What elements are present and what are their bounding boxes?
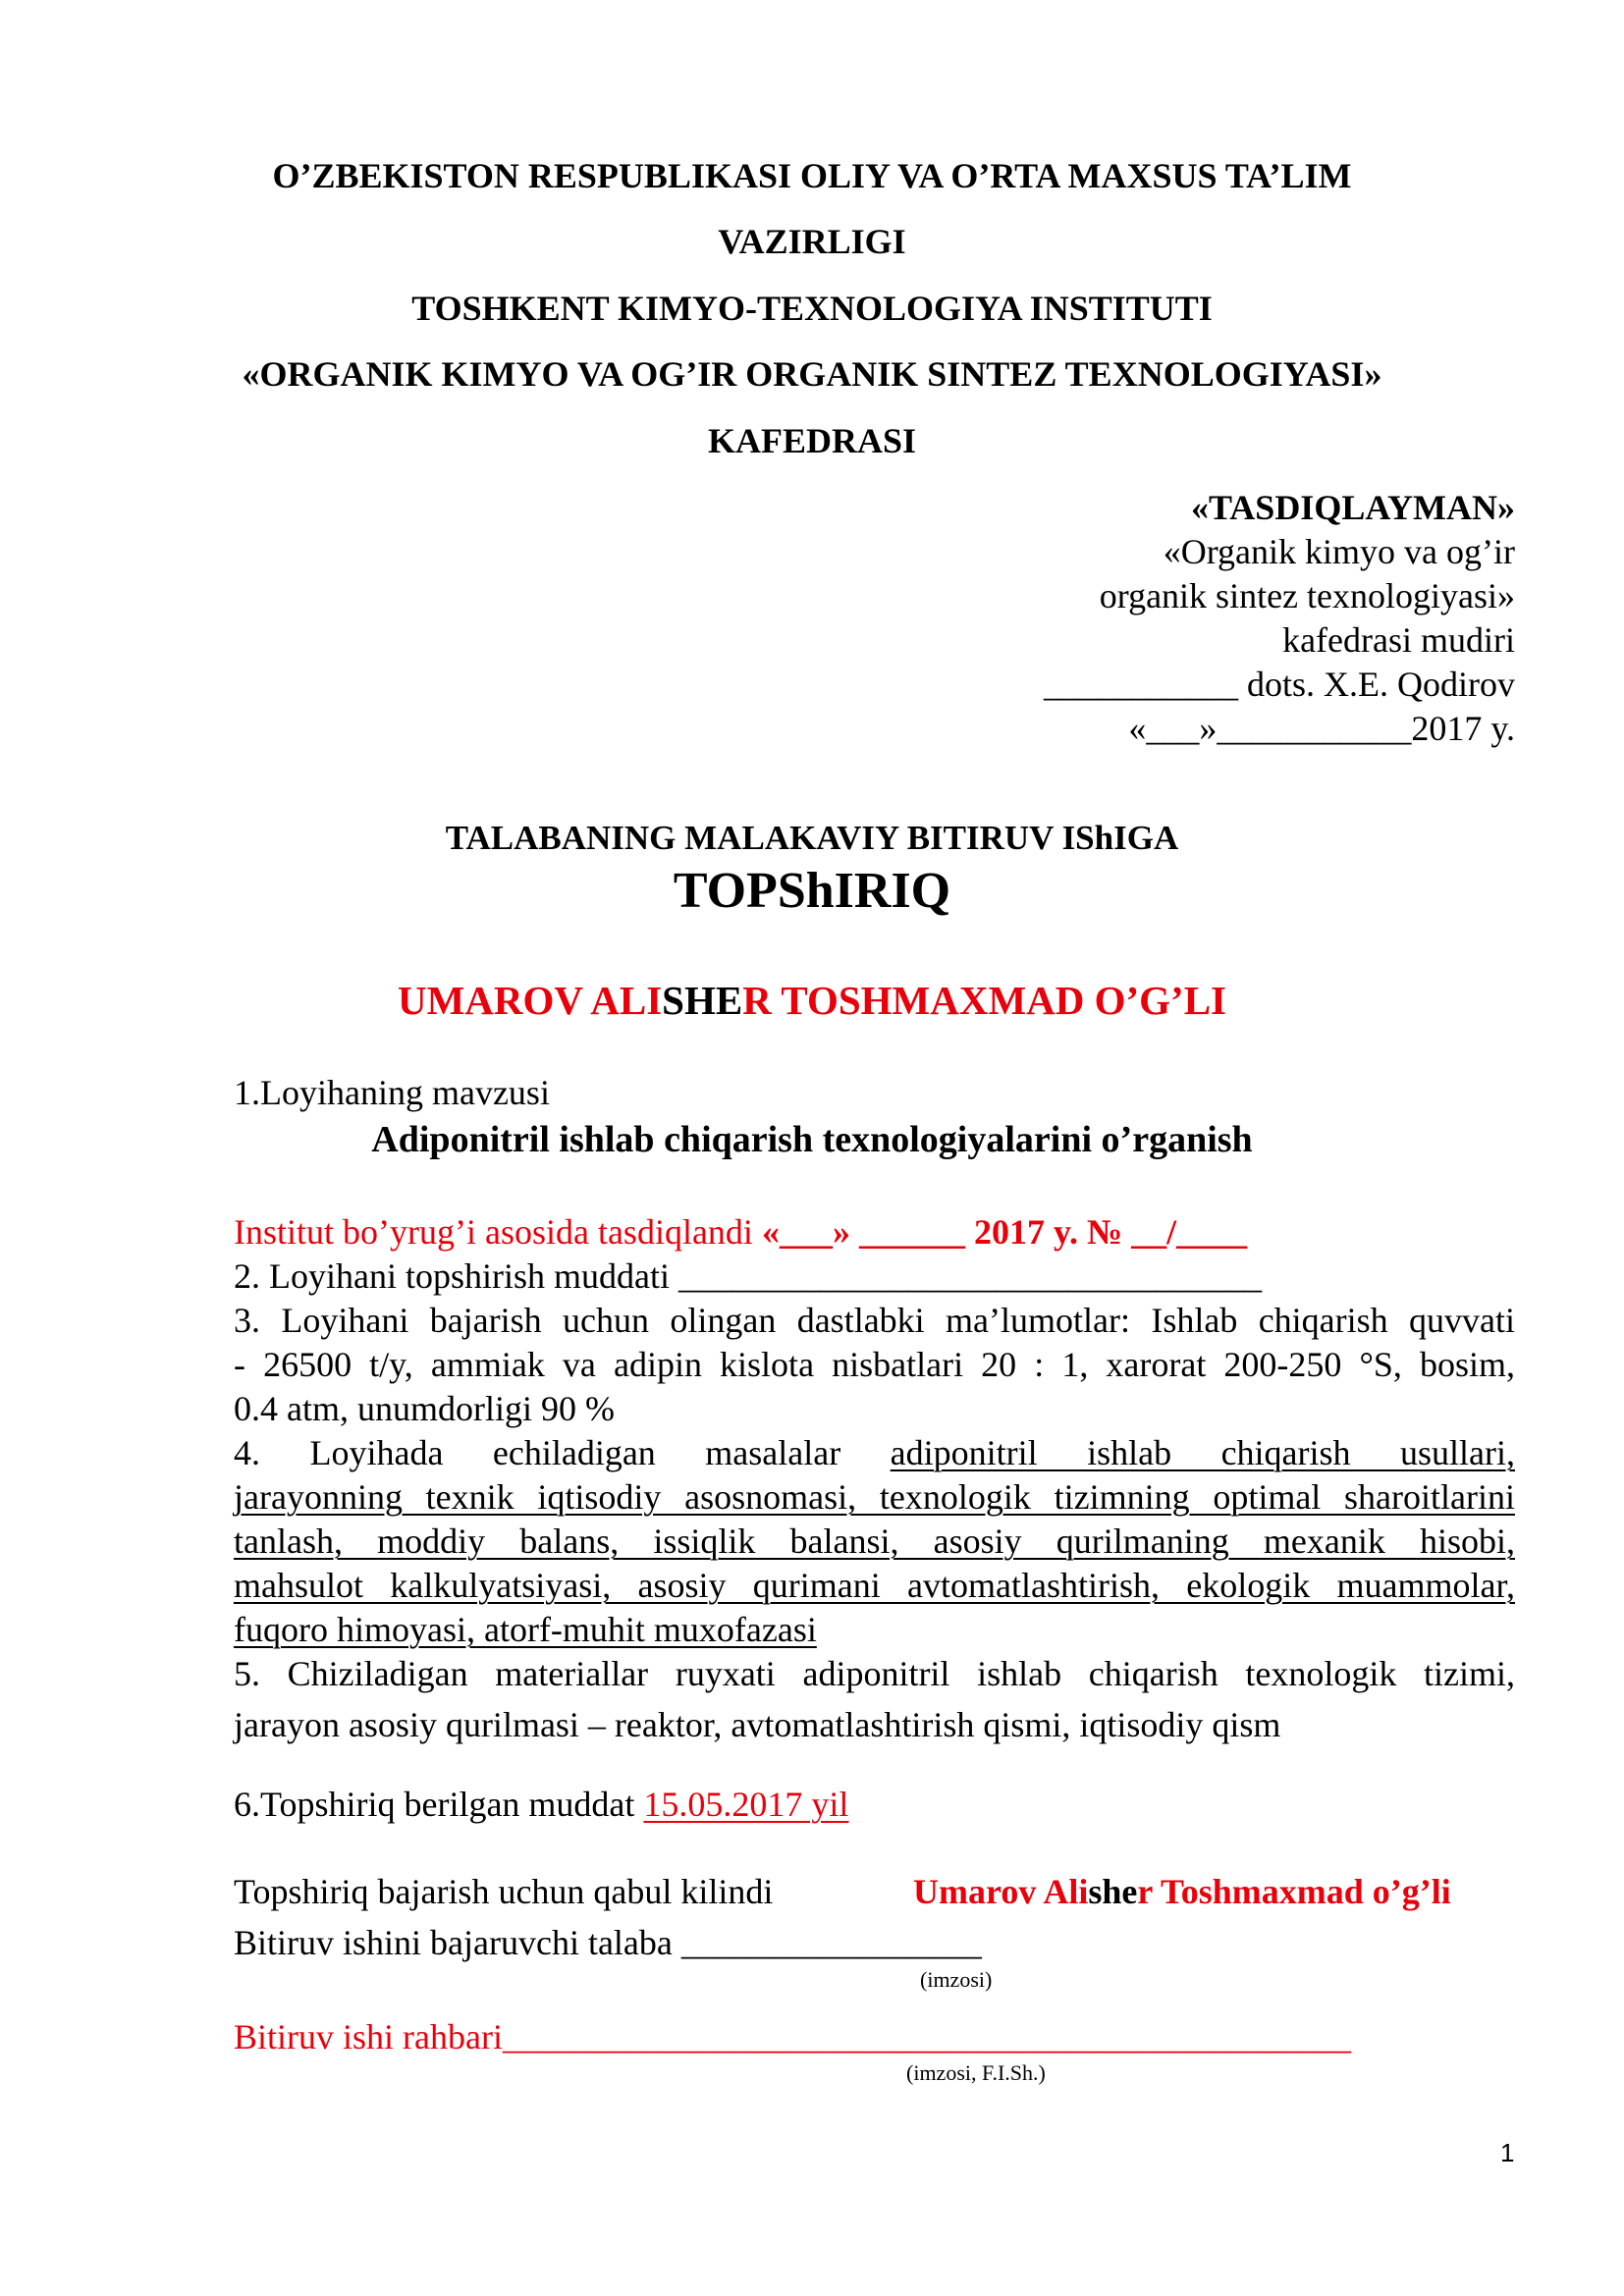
item5-line: jarayon asosiy qurilmasi – reaktor, avtomatlashtirish qismi, iqtisodiy qism <box>234 1705 1281 1744</box>
approval-date-line: «___»___________2017 y. <box>1128 709 1515 748</box>
acceptance-label: Topshiriq bajarish uchun qabul kilindi <box>234 1872 774 1911</box>
acceptance-name-part: she <box>1088 1872 1138 1911</box>
item4-tasks-line: fuqoro himoyasi, atorf-muhit muxofazasi <box>234 1610 817 1649</box>
ministry-title-cont: VAZIRLIGI <box>718 222 906 261</box>
supervisor-label: Bitiruv ishi rahbari <box>234 2017 503 2056</box>
student-signature-line: Bitiruv ishini bajaruvchi talaba _________________ <box>234 1923 982 1962</box>
acceptance-name-part: r Toshmaxmad o’g’li <box>1137 1872 1451 1911</box>
item1-label: 1.Loyihaning mavzusi <box>234 1073 550 1112</box>
item4-lead: 4. Loyihada echiladigan masalalar <box>234 1433 891 1472</box>
item3-line: 3. Loyihani bajarish uchun olingan dastlabki ma’lumotlar: Ishlab chiqarish quvvati <box>234 1301 1515 1340</box>
student-name <box>0 977 1624 1024</box>
acceptance-student-name <box>913 1871 1451 1912</box>
item4-tasks: adiponitril ishlab chiqarish usullari, <box>890 1433 1515 1472</box>
student-name-part: SHE <box>662 978 743 1023</box>
item2-deadline: 2. Loyihani topshirish muddati _________________________________ <box>234 1256 1262 1296</box>
institute-title: TOSHKENT KIMYO-TEXNOLOGIYA INSTITUTI <box>411 289 1213 328</box>
item6-line <box>234 1784 848 1825</box>
document-subtitle: TALABANING MALAKAVIY BITIRUV IShIGA <box>445 819 1179 857</box>
approval-signature-line: ___________ dots. X.E. Qodirov <box>1044 665 1515 704</box>
item4-tasks-line: tanlash, moddiy balans, issiqlik balansi, asosiy qurilmaning mexanik hisobi, <box>234 1522 1515 1561</box>
supervisor-line <box>234 2016 1351 2057</box>
item4-tasks-line: mahsulot kalkulyatsiyasi, asosiy qurimani avtomatlashtirish, ekologik muammolar, <box>234 1566 1515 1605</box>
approval-line: organik sintez texnologiyasi» <box>1099 576 1515 615</box>
project-topic: Adiponitril ishlab chiqarish texnologiyalarini o’rganish <box>371 1119 1253 1160</box>
item3-line: - 26500 t/y, ammiak va adipin kislota nisbatlari 20 : 1, xarorat 200-250 °S, bosim, <box>234 1345 1515 1384</box>
item4-line <box>234 1432 1515 1473</box>
department-title-cont: KAFEDRASI <box>707 421 917 460</box>
page-number: 1 <box>1500 2138 1515 2167</box>
item3-line: 0.4 atm, unumdorligi 90 % <box>234 1389 615 1428</box>
order-detail: «___» ______ 2017 y. № __/____ <box>761 1212 1248 1252</box>
student-signature-caption: (imzosi) <box>920 1967 993 1992</box>
student-name-part: UMAROV ALI <box>397 978 663 1023</box>
department-title: «ORGANIK KIMYO VA OG’IR ORGANIK SINTEZ TEXNOLOGIYASI» <box>242 354 1382 394</box>
issue-date: 15.05.2017 yil <box>643 1785 849 1824</box>
item4-tasks-line: jarayonning texnik iqtisodiy asosnomasi, texnologik tizimning optimal sharoitlarini <box>234 1477 1515 1517</box>
item5-line: 5. Chiziladigan materiallar ruyxati adiponitril ishlab chiqarish texnologik tizimi, <box>234 1654 1515 1693</box>
supervisor-caption: (imzosi, F.I.Sh.) <box>906 2060 1046 2085</box>
approval-line: kafedrasi mudiri <box>1282 620 1515 660</box>
student-name-part: R TOSHMAXMAD O’G’LI <box>742 978 1226 1023</box>
supervisor-signature-line: ________________________________________________ <box>502 2017 1351 2056</box>
item6-label: 6.Topshiriq berilgan muddat <box>234 1785 644 1824</box>
order-text: Institut bo’yrug’i asosida tasdiqlandi <box>234 1212 762 1252</box>
ministry-title: O’ZBEKISTON RESPUBLIKASI OLIY VA O’RTA MAXSUS TA’LIM <box>272 156 1352 195</box>
acceptance-name-part: Umarov Ali <box>913 1872 1089 1911</box>
document-title: TOPShIRIQ <box>673 863 951 919</box>
order-line <box>234 1211 1247 1253</box>
approval-title: «TASDIQLAYMAN» <box>1190 488 1515 527</box>
approval-line: «Organik kimyo va og’ir <box>1163 532 1515 571</box>
